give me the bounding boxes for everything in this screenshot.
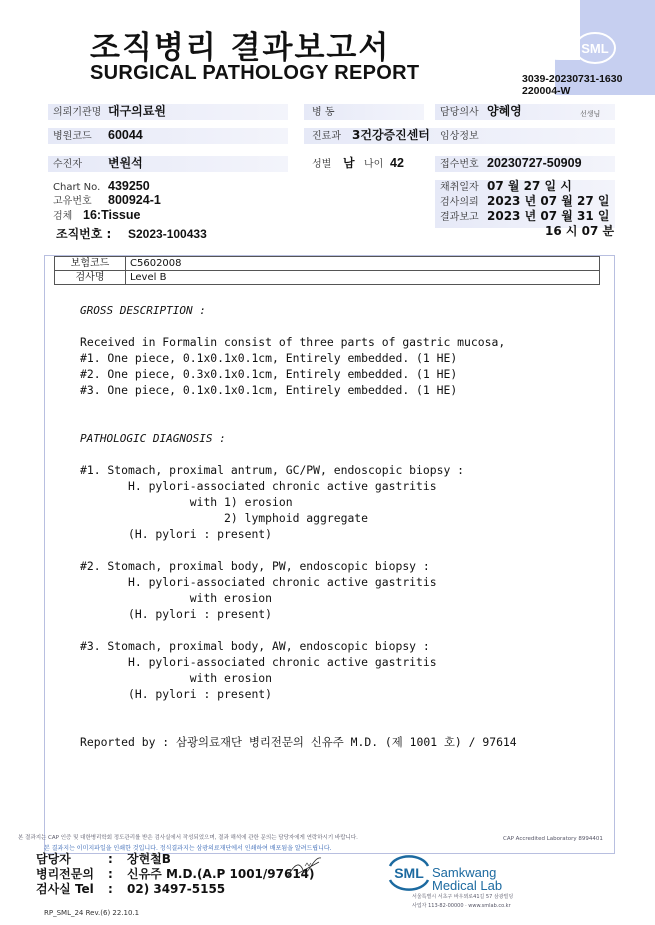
report-line: Received in Formalin consist of three parts of gastric mucosa, <box>80 335 506 349</box>
ward-label: 병 동 <box>312 107 335 118</box>
report-line: #1. One piece, 0.1x0.1x0.1cm, Entirely embedded. (1 HE) <box>80 351 458 365</box>
row-band <box>48 156 288 172</box>
report-line: #2. One piece, 0.3x0.1x0.1cm, Entirely embedded. (1 HE) <box>80 367 458 381</box>
unique-no-label: 고유번호 <box>53 196 92 207</box>
staff-label: 담당자 <box>36 852 71 866</box>
report-line <box>80 702 517 718</box>
collect-date-value: 07 월 27 일 시 <box>487 179 572 193</box>
age-value: 42 <box>390 156 404 170</box>
pathologist-label: 병리전문의 <box>36 867 94 881</box>
doctor-label: 담당의사 <box>440 107 479 118</box>
collect-date-label: 채취일자 <box>440 182 479 193</box>
report-line: (H. pylori : present) <box>80 527 273 541</box>
tissue-no-value: S2023-100433 <box>128 227 207 241</box>
report-title-english: SURGICAL PATHOLOGY REPORT <box>90 62 420 84</box>
footer-note: 본 결과지는 CAP 인증 및 대한병리학회 정도관리를 받은 검사실에서 작성되었으며, 결과 해석에 관한 문의는 담당자에게 연락하시기 바랍니다. <box>18 835 358 841</box>
unique-no-value: 800924-1 <box>108 193 161 207</box>
report-line: (H. pylori : present) <box>80 607 273 621</box>
test-name-value: Level B <box>126 271 600 285</box>
specimen-value: 16:Tissue <box>83 208 141 222</box>
tel-value: 02) 3497-5155 <box>127 882 226 896</box>
sml-logo-bottom <box>384 854 434 892</box>
report-line: 2) lymphoid aggregate <box>80 511 369 525</box>
lab-registration: 사업자 113-82-00000 · www.smlab.co.kr <box>412 903 511 909</box>
result-time-value: 16 시 07 분 <box>545 224 615 238</box>
colon: : <box>108 882 113 896</box>
patient-value: 변원석 <box>108 156 143 170</box>
institution-label: 의뢰기관명 <box>53 107 102 118</box>
colon: : <box>108 867 113 881</box>
report-line <box>80 542 517 558</box>
brand-name-line1: Samkwang <box>432 865 497 880</box>
chart-no-value: 439250 <box>108 179 150 193</box>
insurance-code-label: 보험코드 <box>55 257 126 271</box>
pathologic-diagnosis <box>80 462 517 750</box>
report-line <box>80 622 517 638</box>
svg-text:SML: SML <box>394 865 424 881</box>
form-version: RP_SML_24 Rev.(6) 22.10.1 <box>44 909 140 917</box>
dept-label: 진료과 <box>312 131 341 142</box>
hospital-code-value: 60044 <box>108 128 143 142</box>
specimen-label: 검체 <box>53 211 73 222</box>
cap-note: CAP Accredited Laboratory 8994401 <box>503 836 603 842</box>
request-date-value: 2023 년 07 월 27 일 <box>487 194 610 208</box>
lab-address: 서울특별시 서초구 바우뫼로41길 57 삼광빌딩 <box>412 894 514 900</box>
svg-text:SML: SML <box>581 41 609 56</box>
staff-value: 장현철B <box>127 852 171 866</box>
report-line: H. pylori-associated chronic active gastritis <box>80 575 437 589</box>
result-date-label: 결과보고 <box>440 212 479 223</box>
clinical-info-label: 임상정보 <box>440 131 479 142</box>
report-line: H. pylori-associated chronic active gastritis <box>80 655 437 669</box>
receipt-label: 접수번호 <box>440 159 479 170</box>
report-line: #3. Stomach, proximal body, AW, endoscopic biopsy : <box>80 639 430 653</box>
tel-label: 검사실 Tel <box>36 882 94 896</box>
chart-no-label: Chart No. <box>53 182 101 193</box>
report-line: with erosion <box>80 591 273 605</box>
sex-label: 성별 <box>312 159 332 170</box>
brand-name-line2: Medical Lab <box>432 878 503 893</box>
report-line: #1. Stomach, proximal antrum, GC/PW, endoscopic biopsy : <box>80 463 465 477</box>
colon: : <box>108 852 113 866</box>
gross-heading: GROSS DESCRIPTION : <box>80 304 206 317</box>
insurance-table <box>54 256 600 285</box>
report-line: with erosion <box>80 671 273 685</box>
test-name-label: 검사명 <box>55 271 126 285</box>
dept-value: 3건강증진센터 <box>352 128 430 142</box>
doctor-value: 양혜영 <box>487 104 522 118</box>
diagnosis-heading: PATHOLOGIC DIAGNOSIS : <box>80 432 226 445</box>
institution-value: 대구의료원 <box>108 104 166 118</box>
report-line <box>80 718 517 734</box>
document-number: 3039-20230731-1630 220004-W <box>522 73 623 97</box>
tissue-no-label: 조직번호 : <box>56 227 112 241</box>
insurance-code-value: C5602008 <box>126 257 600 271</box>
patient-label: 수진자 <box>53 159 82 170</box>
report-title-korean: 조직병리 결과보고서 <box>90 30 391 66</box>
report-line: #3. One piece, 0.1x0.1x0.1cm, Entirely embedded. (1 HE) <box>80 383 458 397</box>
report-line: Reported by : 삼광의료재단 병리전문의 신유주 M.D. (제 1001 호) / 97614 <box>80 735 517 749</box>
report-line: with 1) erosion <box>80 495 293 509</box>
report-line: #2. Stomach, proximal body, PW, endoscopic biopsy : <box>80 559 430 573</box>
report-line: (H. pylori : present) <box>80 687 273 701</box>
report-line: H. pylori-associated chronic active gastritis <box>80 479 437 493</box>
pathologist-value: 신유주 M.D.(A.P 1001/97614) <box>127 867 315 881</box>
sex-value: 남 <box>343 156 355 170</box>
hospital-code-label: 병원코드 <box>53 131 92 142</box>
result-date-value: 2023 년 07 월 31 일 <box>487 209 610 223</box>
sml-logo-top <box>572 30 618 66</box>
request-date-label: 검사의뢰 <box>440 197 479 208</box>
gross-description <box>80 334 505 398</box>
signature-image <box>283 852 325 882</box>
doctor-suffix: 선생님 <box>580 110 601 118</box>
image-print-note: 본 결과지는 이미지파일을 인쇄한 것입니다. 정식결과지는 삼광의료재단에서 인쇄하여 배포됨을 알려드립니다. <box>44 845 332 852</box>
receipt-value: 20230727-50909 <box>487 156 582 170</box>
age-label: 나이 <box>364 159 384 170</box>
